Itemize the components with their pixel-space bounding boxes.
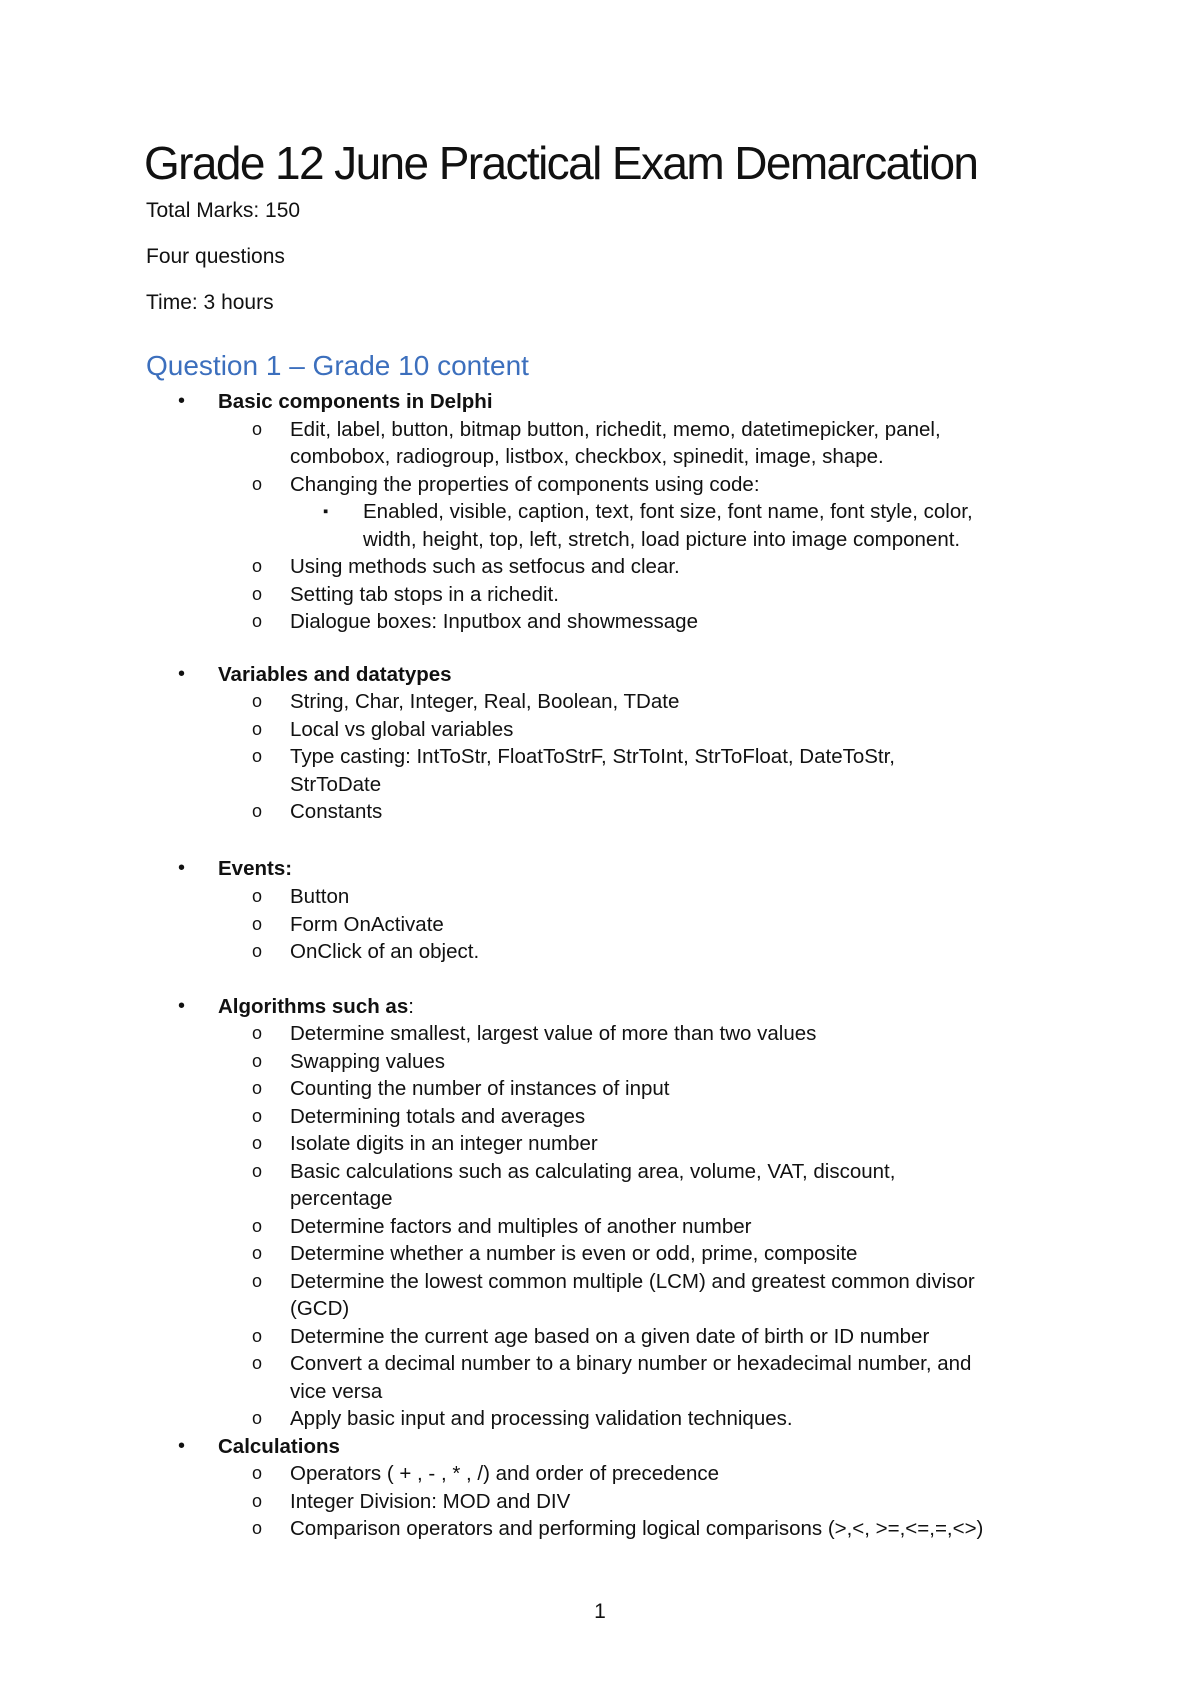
circle-bullet-icon: o [252,1408,263,1428]
circle-bullet-icon: o [252,801,263,821]
list-item: Determine the lowest common multiple (LCM) and greatest common divisor [290,1270,975,1293]
total-marks: Total Marks: 150 [146,199,301,222]
circle-bullet-icon: o [252,1051,263,1071]
question-count: Four questions [146,245,285,268]
bullet-icon: • [178,1435,186,1457]
circle-bullet-icon: o [252,1353,263,1373]
circle-bullet-icon: o [252,419,263,439]
list-item: Isolate digits in an integer number [290,1132,598,1155]
circle-bullet-icon: o [252,1133,263,1153]
list-item: Counting the number of instances of input [290,1077,670,1100]
circle-bullet-icon: o [252,556,263,576]
list-item: Integer Division: MOD and DIV [290,1490,571,1513]
bullet-icon: • [178,857,186,879]
bullet-icon: • [178,390,186,412]
square-bullet-icon: ▪ [323,503,329,520]
list-item: Determine whether a number is even or odd, prime, composite [290,1242,858,1265]
list-item-continued: vice versa [290,1380,383,1403]
circle-bullet-icon: o [252,719,263,739]
list-item: Edit, label, button, bitmap button, richedit, memo, datetimepicker, panel, [290,418,941,441]
circle-bullet-icon: o [252,746,263,766]
list-item-continued: (GCD) [290,1297,350,1320]
list-item: Changing the properties of components using code: [290,473,760,496]
list-item: Local vs global variables [290,718,514,741]
list-item: Type casting: IntToStr, FloatToStrF, StrToInt, StrToFloat, DateToStr, [290,745,896,768]
circle-bullet-icon: o [252,611,263,631]
list-item: Dialogue boxes: Inputbox and showmessage [290,610,698,633]
list-item: Convert a decimal number to a binary number or hexadecimal number, and [290,1352,972,1375]
list-item-continued: percentage [290,1187,393,1210]
circle-bullet-icon: o [252,886,263,906]
circle-bullet-icon: o [252,914,263,934]
list-item: Button [290,885,350,908]
circle-bullet-icon: o [252,1326,263,1346]
list-item: OnClick of an object. [290,940,480,963]
sub-list-item-continued: width, height, top, left, stretch, load picture into image component. [363,528,961,551]
sub-list-item: Enabled, visible, caption, text, font size, font name, font style, color, [363,500,973,523]
list-item: Basic calculations such as calculating area, volume, VAT, discount, [290,1160,896,1183]
list-item: Setting tab stops in a richedit. [290,583,559,606]
list-item: Determine factors and multiples of another number [290,1215,752,1238]
circle-bullet-icon: o [252,1271,263,1291]
list-item: Comparison operators and performing logical comparisons (>,<, >=,<=,=,<>) [290,1517,984,1540]
circle-bullet-icon: o [252,1518,263,1538]
circle-bullet-icon: o [252,1216,263,1236]
document-title: Grade 12 June Practical Exam Demarcation [144,137,978,189]
list-item: Form OnActivate [290,913,444,936]
circle-bullet-icon: o [252,1243,263,1263]
section-heading-text: Algorithms such as [218,995,409,1018]
list-item: String, Char, Integer, Real, Boolean, TDate [290,690,680,713]
circle-bullet-icon: o [252,1463,263,1483]
circle-bullet-icon: o [252,1106,263,1126]
list-item: Determine smallest, largest value of more than two values [290,1022,817,1045]
section-heading: Events: [218,857,293,880]
list-item: Using methods such as setfocus and clear. [290,555,680,578]
bullet-icon: • [178,663,186,685]
list-item: Swapping values [290,1050,445,1073]
heading-colon: : [408,995,414,1018]
bullet-icon: • [178,995,186,1017]
list-item: Constants [290,800,383,823]
list-item-continued: combobox, radiogroup, listbox, checkbox, spinedit, image, shape. [290,445,884,468]
list-item: Determine the current age based on a given date of birth or ID number [290,1325,930,1348]
list-item: Determining totals and averages [290,1105,586,1128]
circle-bullet-icon: o [252,1078,263,1098]
circle-bullet-icon: o [252,691,263,711]
exam-time: Time: 3 hours [146,291,274,314]
circle-bullet-icon: o [252,1023,263,1043]
circle-bullet-icon: o [252,1161,263,1181]
list-item: Operators ( + , - , * , /) and order of precedence [290,1462,719,1485]
circle-bullet-icon: o [252,474,263,494]
page-number: 1 [594,1600,606,1623]
circle-bullet-icon: o [252,941,263,961]
section-heading [218,993,414,1020]
section-heading: Calculations [218,1435,340,1458]
circle-bullet-icon: o [252,1491,263,1511]
section-heading: Basic components in Delphi [218,390,493,413]
list-item-continued: StrToDate [290,773,382,796]
question-1-heading: Question 1 – Grade 10 content [146,350,529,381]
section-heading: Variables and datatypes [218,663,452,686]
list-item: Apply basic input and processing validation techniques. [290,1407,793,1430]
circle-bullet-icon: o [252,584,263,604]
